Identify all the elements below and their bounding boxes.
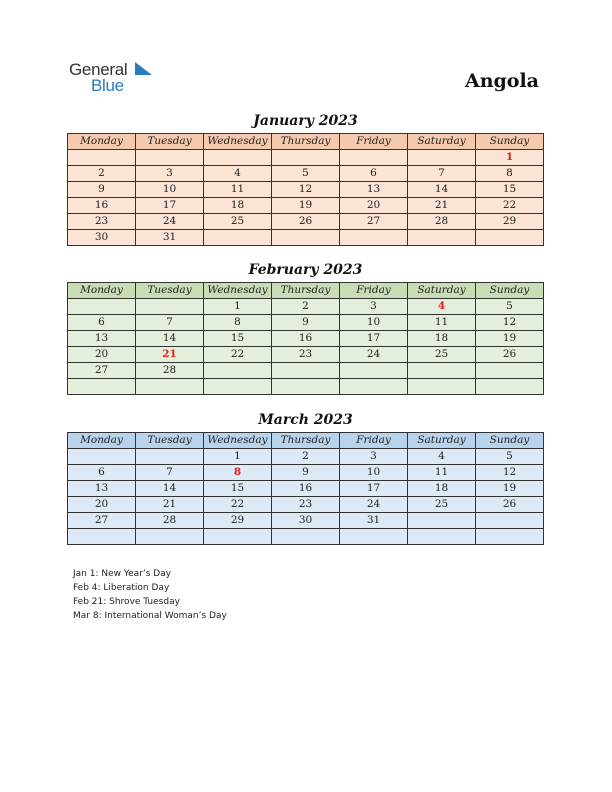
day-cell: 24 <box>340 347 408 363</box>
day-cell: 10 <box>340 465 408 481</box>
day-cell: 30 <box>68 230 136 246</box>
country-title: Angola <box>464 70 539 92</box>
day-cell: 13 <box>68 331 136 347</box>
day-cell: 3 <box>340 299 408 315</box>
day-cell: 24 <box>340 497 408 513</box>
day-cell: 2 <box>272 299 340 315</box>
day-cell: 20 <box>68 347 136 363</box>
day-cell: 19 <box>476 481 544 497</box>
day-cell <box>204 150 272 166</box>
day-cell: 6 <box>340 166 408 182</box>
day-cell: 7 <box>408 166 476 182</box>
day-cell <box>408 529 476 545</box>
day-cell <box>340 529 408 545</box>
day-cell: 19 <box>272 198 340 214</box>
day-cell <box>136 299 204 315</box>
day-cell: 28 <box>408 214 476 230</box>
calendar-march <box>67 432 544 545</box>
day-cell: 20 <box>68 497 136 513</box>
day-cell <box>68 299 136 315</box>
day-cell: 2 <box>68 166 136 182</box>
day-cell: 18 <box>408 481 476 497</box>
day-cell: 3 <box>136 166 204 182</box>
day-cell: 6 <box>68 465 136 481</box>
day-cell <box>476 529 544 545</box>
week-row <box>68 497 544 513</box>
day-cell: 12 <box>476 315 544 331</box>
day-cell: 4 <box>408 449 476 465</box>
day-cell: 5 <box>476 299 544 315</box>
day-cell <box>136 379 204 395</box>
week-row <box>68 513 544 529</box>
day-cell <box>272 230 340 246</box>
day-cell: 27 <box>68 363 136 379</box>
week-row <box>68 449 544 465</box>
day-cell: 11 <box>204 182 272 198</box>
day-cell: 20 <box>340 198 408 214</box>
day-cell: 12 <box>476 465 544 481</box>
day-cell <box>136 150 204 166</box>
day-cell: 18 <box>408 331 476 347</box>
day-cell <box>340 230 408 246</box>
holiday-note: Feb 21: Shrove Tuesday <box>73 597 180 607</box>
holiday-day-cell: 21 <box>136 347 204 363</box>
day-cell <box>204 230 272 246</box>
day-cell: 26 <box>476 497 544 513</box>
day-cell: 23 <box>68 214 136 230</box>
day-cell: 11 <box>408 315 476 331</box>
day-cell: 7 <box>136 465 204 481</box>
week-row <box>68 166 544 182</box>
week-row <box>68 465 544 481</box>
day-cell: 31 <box>136 230 204 246</box>
weekday-header: Saturday <box>408 283 476 299</box>
day-cell <box>408 513 476 529</box>
week-row <box>68 230 544 246</box>
weekday-header-row <box>68 134 544 150</box>
month-title-march: March 2023 <box>258 412 353 428</box>
day-cell: 23 <box>272 347 340 363</box>
day-cell <box>204 363 272 379</box>
weekday-header: Thursday <box>272 433 340 449</box>
day-cell <box>136 449 204 465</box>
day-cell: 26 <box>476 347 544 363</box>
week-row <box>68 481 544 497</box>
weekday-header: Saturday <box>408 433 476 449</box>
day-cell: 16 <box>272 331 340 347</box>
weekday-header: Sunday <box>476 283 544 299</box>
week-row <box>68 331 544 347</box>
day-cell: 5 <box>272 166 340 182</box>
day-cell: 28 <box>136 513 204 529</box>
day-cell <box>476 379 544 395</box>
day-cell <box>272 150 340 166</box>
day-cell: 22 <box>204 497 272 513</box>
day-cell <box>272 379 340 395</box>
day-cell <box>408 230 476 246</box>
weekday-header: Thursday <box>272 134 340 150</box>
week-row <box>68 299 544 315</box>
day-cell <box>408 379 476 395</box>
day-cell: 2 <box>272 449 340 465</box>
weekday-header: Wednesday <box>204 283 272 299</box>
day-cell: 15 <box>204 481 272 497</box>
day-cell: 14 <box>136 331 204 347</box>
day-cell: 15 <box>204 331 272 347</box>
day-cell <box>204 529 272 545</box>
day-cell: 25 <box>408 347 476 363</box>
day-cell: 16 <box>272 481 340 497</box>
day-cell: 14 <box>136 481 204 497</box>
day-cell: 14 <box>408 182 476 198</box>
day-cell: 10 <box>136 182 204 198</box>
day-cell: 1 <box>204 449 272 465</box>
day-cell: 27 <box>68 513 136 529</box>
logo-text-blue: Blue <box>91 76 124 95</box>
day-cell <box>272 363 340 379</box>
logo-flag-icon <box>133 62 153 76</box>
day-cell: 27 <box>340 214 408 230</box>
day-cell <box>68 379 136 395</box>
day-cell: 30 <box>272 513 340 529</box>
day-cell <box>476 363 544 379</box>
month-title-january: January 2023 <box>253 113 358 129</box>
month-title-february: February 2023 <box>248 262 363 278</box>
day-cell <box>340 150 408 166</box>
day-cell: 23 <box>272 497 340 513</box>
weekday-header: Tuesday <box>136 433 204 449</box>
logo-text-general: General <box>69 60 128 79</box>
day-cell <box>408 363 476 379</box>
day-cell: 5 <box>476 449 544 465</box>
week-row <box>68 182 544 198</box>
day-cell <box>204 379 272 395</box>
day-cell: 4 <box>204 166 272 182</box>
day-cell: 28 <box>136 363 204 379</box>
day-cell: 29 <box>476 214 544 230</box>
day-cell: 8 <box>204 315 272 331</box>
week-row <box>68 379 544 395</box>
holiday-note: Feb 4: Liberation Day <box>73 583 170 593</box>
day-cell: 21 <box>136 497 204 513</box>
day-cell <box>68 449 136 465</box>
day-cell: 12 <box>272 182 340 198</box>
calendar-february <box>67 282 544 395</box>
weekday-header: Thursday <box>272 283 340 299</box>
day-cell <box>340 379 408 395</box>
weekday-header: Tuesday <box>136 283 204 299</box>
holiday-day-cell: 1 <box>476 150 544 166</box>
weekday-header: Monday <box>68 134 136 150</box>
day-cell <box>476 230 544 246</box>
day-cell: 24 <box>136 214 204 230</box>
day-cell: 22 <box>204 347 272 363</box>
week-row <box>68 347 544 363</box>
day-cell: 21 <box>408 198 476 214</box>
day-cell: 22 <box>476 198 544 214</box>
weekday-header: Friday <box>340 433 408 449</box>
day-cell: 9 <box>68 182 136 198</box>
weekday-header: Monday <box>68 283 136 299</box>
calendar-january <box>67 133 544 246</box>
day-cell: 8 <box>476 166 544 182</box>
week-row <box>68 198 544 214</box>
day-cell: 15 <box>476 182 544 198</box>
day-cell: 1 <box>204 299 272 315</box>
day-cell <box>476 513 544 529</box>
weekday-header: Wednesday <box>204 134 272 150</box>
holiday-day-cell: 8 <box>204 465 272 481</box>
weekday-header: Tuesday <box>136 134 204 150</box>
day-cell: 31 <box>340 513 408 529</box>
weekday-header-row <box>68 283 544 299</box>
day-cell: 29 <box>204 513 272 529</box>
day-cell: 3 <box>340 449 408 465</box>
day-cell: 11 <box>408 465 476 481</box>
holiday-note: Jan 1: New Year’s Day <box>73 569 172 579</box>
holiday-notes <box>73 567 227 623</box>
weekday-header: Sunday <box>476 433 544 449</box>
day-cell <box>68 150 136 166</box>
week-row <box>68 363 544 379</box>
day-cell: 13 <box>68 481 136 497</box>
week-row <box>68 150 544 166</box>
day-cell: 25 <box>204 214 272 230</box>
weekday-header: Sunday <box>476 134 544 150</box>
week-row <box>68 529 544 545</box>
day-cell <box>340 363 408 379</box>
day-cell: 18 <box>204 198 272 214</box>
day-cell: 10 <box>340 315 408 331</box>
day-cell: 17 <box>340 481 408 497</box>
holiday-note: Mar 8: International Woman’s Day <box>73 611 227 621</box>
day-cell: 9 <box>272 315 340 331</box>
day-cell <box>136 529 204 545</box>
day-cell <box>408 150 476 166</box>
day-cell: 17 <box>136 198 204 214</box>
weekday-header: Wednesday <box>204 433 272 449</box>
weekday-header: Saturday <box>408 134 476 150</box>
day-cell: 7 <box>136 315 204 331</box>
day-cell: 16 <box>68 198 136 214</box>
generalblue-logo <box>69 60 169 96</box>
week-row <box>68 214 544 230</box>
day-cell: 17 <box>340 331 408 347</box>
day-cell: 9 <box>272 465 340 481</box>
week-row <box>68 315 544 331</box>
weekday-header-row <box>68 433 544 449</box>
weekday-header: Friday <box>340 283 408 299</box>
day-cell: 25 <box>408 497 476 513</box>
day-cell: 26 <box>272 214 340 230</box>
day-cell: 13 <box>340 182 408 198</box>
day-cell: 19 <box>476 331 544 347</box>
day-cell: 6 <box>68 315 136 331</box>
day-cell <box>68 529 136 545</box>
day-cell <box>272 529 340 545</box>
weekday-header: Friday <box>340 134 408 150</box>
holiday-day-cell: 4 <box>408 299 476 315</box>
weekday-header: Monday <box>68 433 136 449</box>
